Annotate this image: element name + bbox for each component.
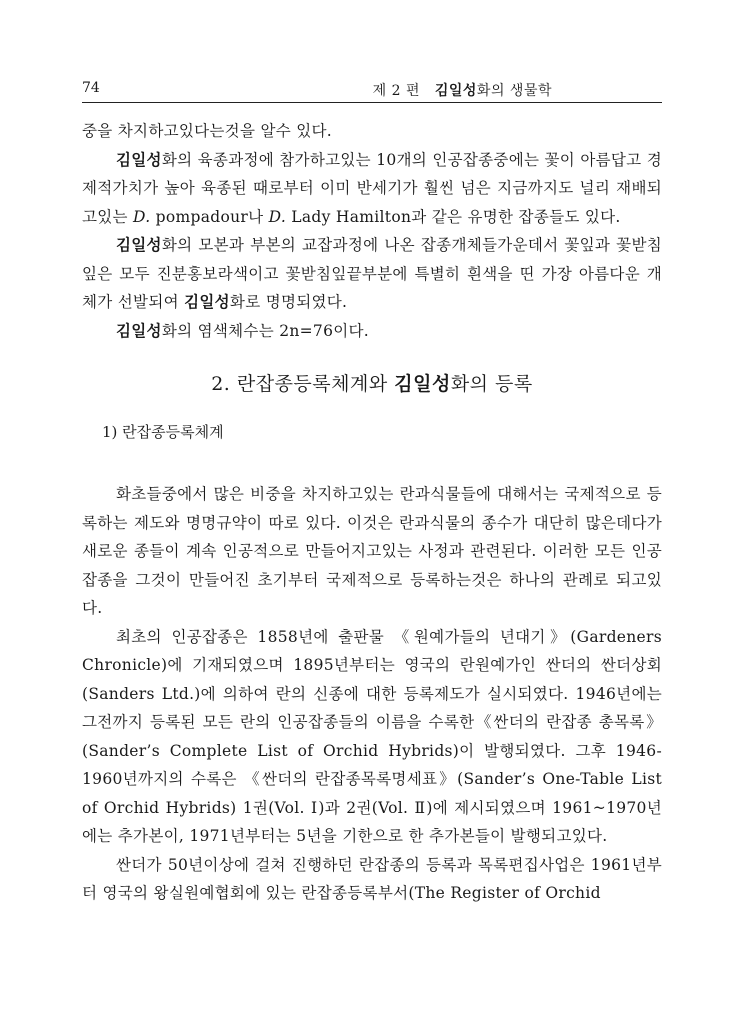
paragraph-text: pompadour나 (150, 207, 269, 226)
running-title (373, 80, 552, 100)
paragraph: 중을 차지하고있다는것을 알수 있다. (82, 122, 333, 140)
paragraph-text: 화의 모본과 부본의 교잡과정에 나온 잡종개체들가운데서 꽃잎과 꽃받침잎은 모두 진분홍보라색이고 꽃받침잎끝부분에 특별히 흰색을 띤 가장 아름다운 개체가 선발되여 (82, 236, 662, 311)
section-title-text: 화의 등록 (450, 373, 533, 395)
paragraph: 화초들중에서 많은 비중을 차지하고있는 란과식물들에 대해서는 국제적으로 등록하는 제도와 명명규약이 따로 있다. 이것은 란과식물의 종수가 대단히 많은데다가 새로운 종들이 계속 인공적으로 만들어지고있는 사정과 관련된다. 이러한 모든 인공잡종을 그것이 만들어진 초기부터 국제적으로 등록하는것은 하나의 관례로 되고있다. (82, 485, 662, 617)
part-label: 제 2 편 (372, 83, 420, 99)
paragraph: 싼더가 50년이상에 걸쳐 진행하던 란잡종의 등록과 목록편집사업은 1961년부터 영국의 왕실원예협회에 있는 란잡종등록부서(The Register of Orchid (82, 855, 662, 902)
page-number: 74 (82, 80, 100, 96)
subsection-title: 1) 란잡종등록체계 (102, 423, 224, 441)
bold-name: 김일성 (116, 149, 162, 169)
section-title (82, 369, 662, 396)
paragraph-text: 화의 육종과정에 참가하고있는 10개의 인공잡종중에는 꽃이 아름답고 경제적가치가 높아 육종된 때로부터 이미 반세기가 훨씬 넘은 지금까지도 널리 재배되고있는 (82, 150, 662, 226)
title-bold: 김일성 (434, 83, 477, 99)
paragraph-text: Lady Hamilton과 같은 유명한 잡종들도 있다. (286, 207, 621, 226)
bold-name: 김일성 (394, 373, 451, 395)
paragraph (82, 146, 662, 232)
title-rest: 화의 생물학 (476, 83, 552, 99)
paragraph: 최초의 인공잡종은 1858년에 출판물 《원예가들의 년대기》(Gardeners Chronicle)에 기재되였으며 1895년부터는 영국의 란원예가인 싼더의 싼더상회(Sanders Ltd.)에 의하여 란의 신종에 대한 등록제도가 실시되였다. 1946년에는 그전까지 등록된 모든 란의 인공잡종들의 이름을 수록한《싼더의 란잡종 총목록》(Sander’s Complete List of Orchid Hybrids)이 발행되였다. 그후 1946-1960년까지의 수록은 《싼더의 란잡종목록명세표》(Sander’s One-Table List of Orchid Hybrids) 1권(Vol. Ⅰ)과 2권(Vol. Ⅱ)에 제시되였으며 1961~1970년에는 추가본이, 1971년부터는 5년을 기한으로 한 추가본들이 발행되고있다. (82, 627, 662, 845)
paragraph-text: 화의 염색체수는 2n=76이다. (161, 321, 370, 340)
running-header (82, 78, 662, 103)
bold-name: 김일성 (116, 235, 162, 254)
genus-abbr: D. (133, 207, 151, 226)
paragraph (82, 231, 662, 317)
page (82, 78, 662, 908)
section-title-text: 2. 란잡종등록체계와 (211, 373, 395, 395)
genus-abbr: D. (268, 207, 287, 226)
body-text (82, 117, 662, 908)
bold-name: 김일성 (184, 292, 230, 311)
paragraph-text: 화로 명명되였다. (229, 293, 348, 311)
paragraph (82, 317, 662, 346)
bold-name: 김일성 (116, 320, 162, 340)
